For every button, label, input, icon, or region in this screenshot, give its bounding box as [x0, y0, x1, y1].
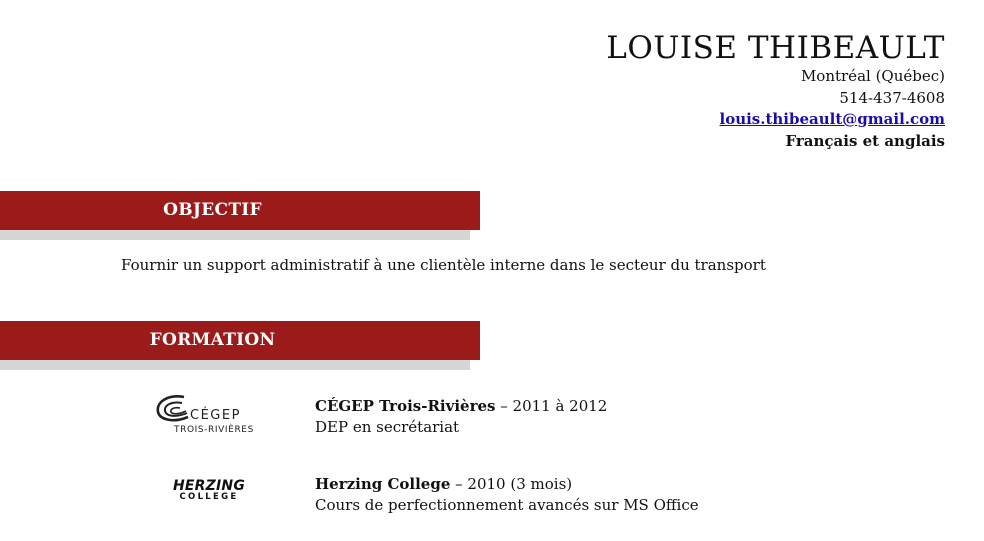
school-dates: – 2010 (3 mois)	[450, 475, 573, 493]
cegep-swirl-icon	[154, 392, 194, 426]
education-entry	[315, 474, 699, 515]
candidate-name: LOUISE THIBEAULT	[606, 30, 945, 66]
herzing-logo-text: HERZING	[172, 478, 246, 494]
herzing-logo	[163, 480, 255, 502]
cegep-logo	[154, 392, 264, 438]
objective-text: Fournir un support administratif à une clientèle interne dans le secteur du transport	[121, 256, 766, 274]
phone-number: 514-437-4608	[839, 88, 945, 107]
section-band-shadow	[0, 230, 470, 240]
school-dates: – 2011 à 2012	[495, 397, 608, 415]
education-title: FORMATION	[149, 330, 276, 350]
cegep-logo-text: CÉGEP	[190, 408, 241, 423]
location: Montréal (Québec)	[800, 67, 945, 85]
objective-title: OBJECTIF	[163, 200, 262, 220]
cegep-logo-subtext: TROIS-RIVIÈRES	[174, 425, 254, 435]
program-name: DEP en secrétariat	[315, 417, 460, 436]
program-name: Cours de perfectionnement avancés sur MS Office	[315, 495, 699, 514]
languages: Français et anglais	[785, 131, 945, 150]
school-name: CÉGEP Trois-Rivières	[315, 397, 496, 415]
objective-section-header	[0, 191, 480, 230]
section-band-shadow	[0, 360, 470, 370]
herzing-logo-subtext: COLLEGE	[179, 492, 239, 502]
contact-header	[606, 30, 945, 152]
school-name: Herzing College	[315, 475, 451, 493]
education-entry	[315, 396, 607, 437]
education-section-header	[0, 321, 480, 360]
email-link[interactable]: louis.thibeault@gmail.com	[719, 110, 945, 128]
